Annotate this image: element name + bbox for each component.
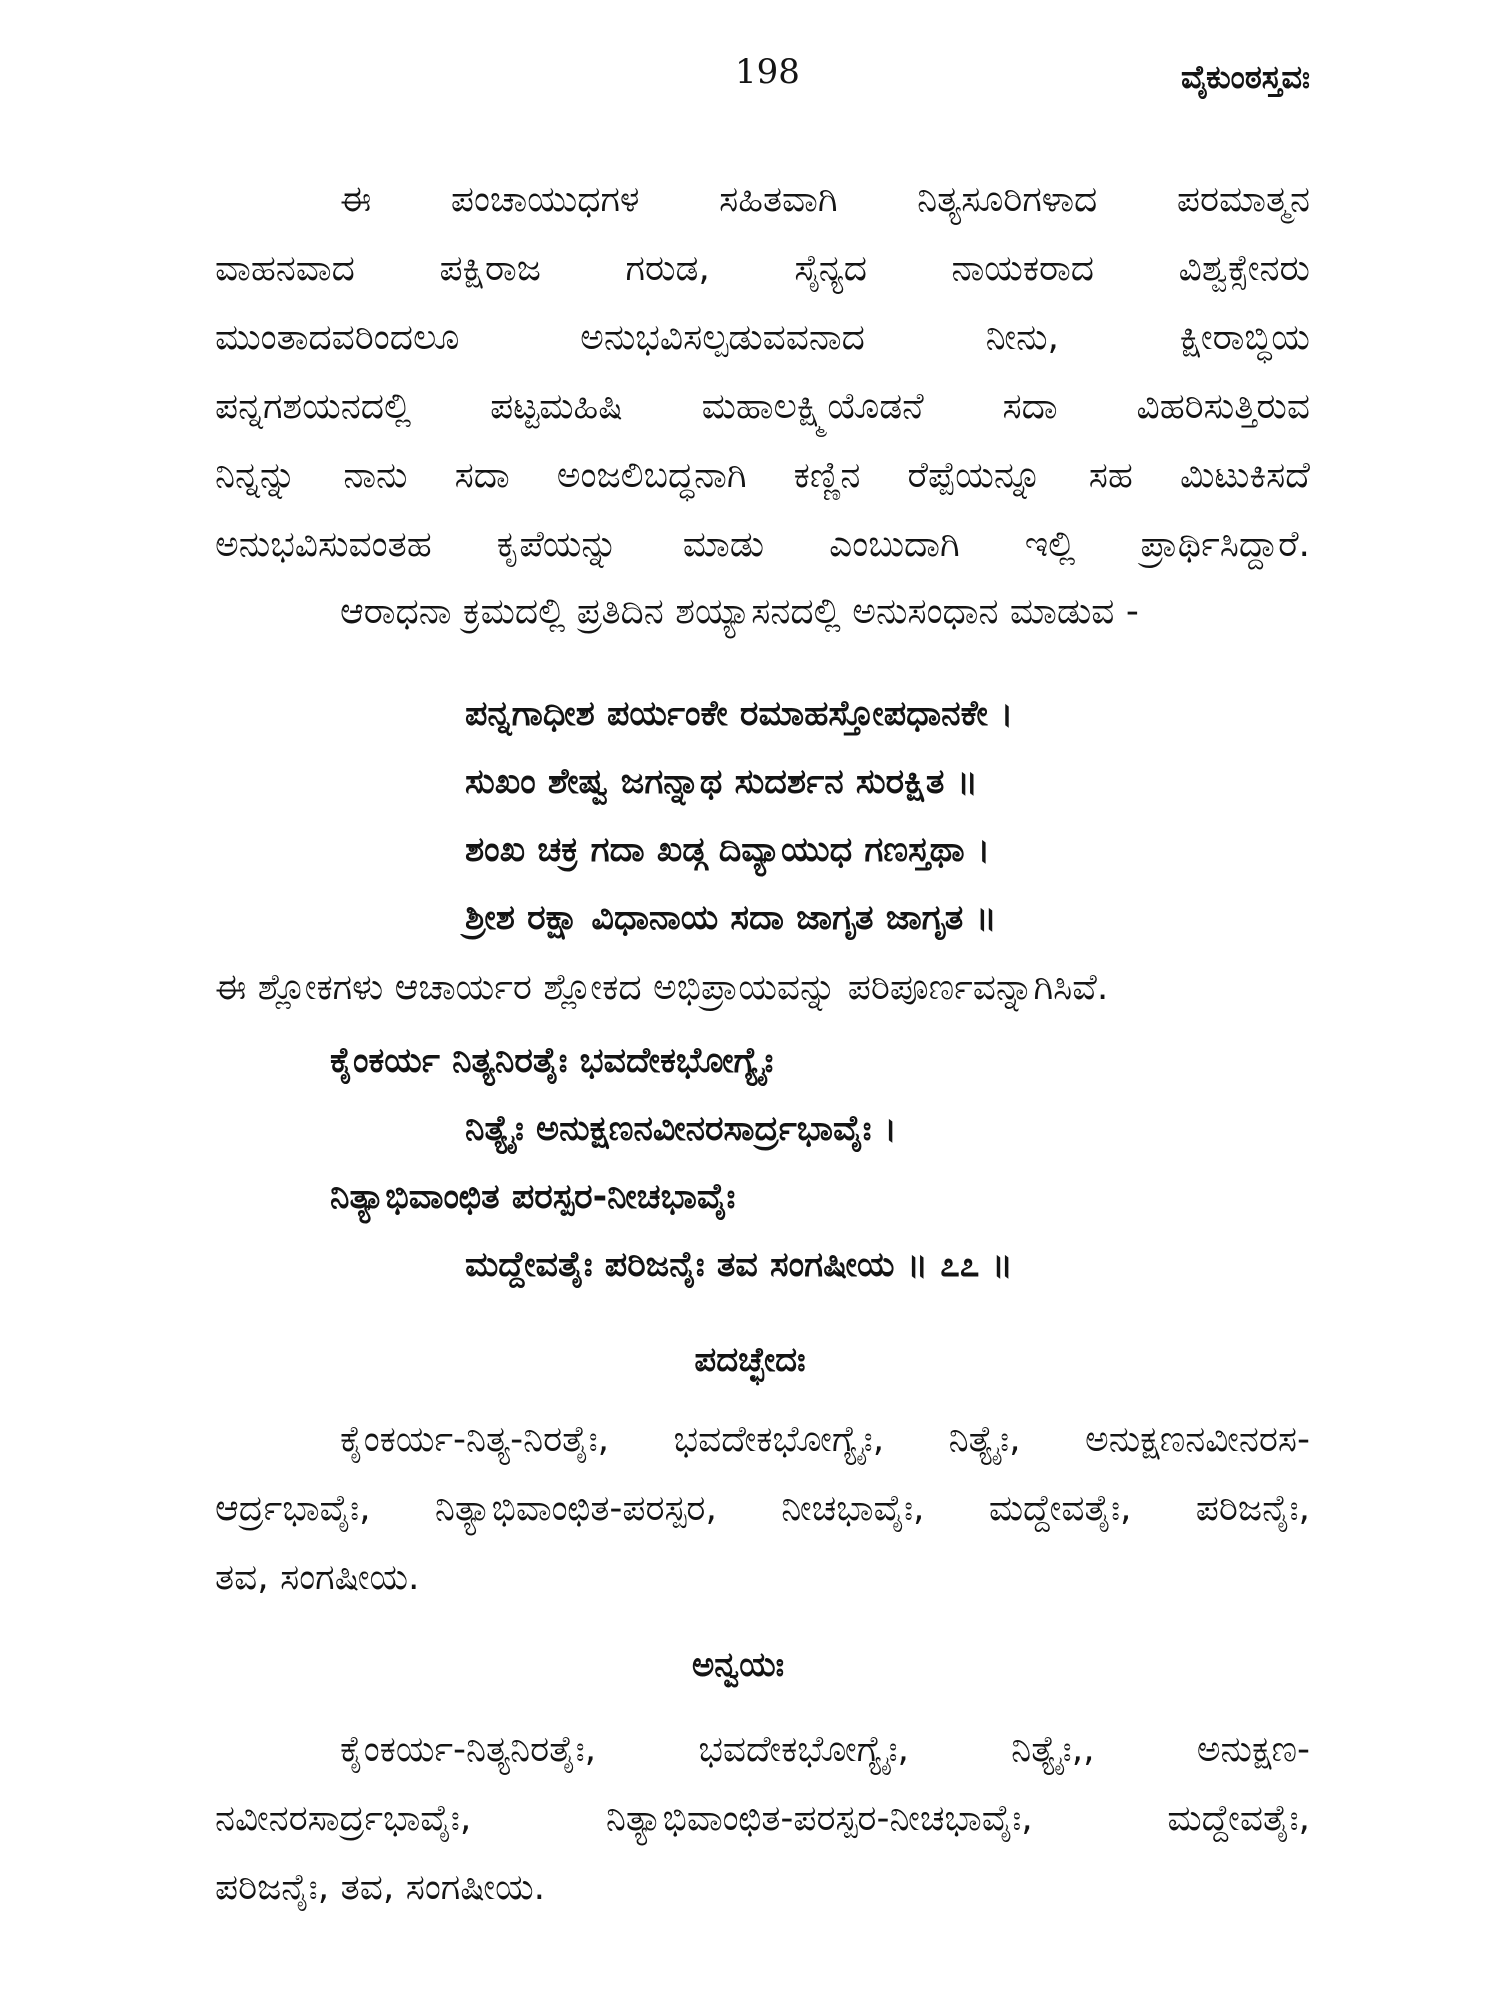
page-number: 198 [735, 52, 800, 92]
anvaya-paragraph [215, 1715, 1310, 1922]
sloka-line: ನಿತ್ಯಾಭಿವಾಂಛಿತ ಪರಸ್ಪರ-ನೀಚಭಾವೈಃ [330, 1177, 736, 1217]
verse-line: ಪನ್ನಗಾಧೀಶ ಪರ್ಯಂಕೇ ರಮಾಹಸ್ತೋಪಧಾನಕೇ । [465, 694, 1014, 734]
intro-line: ಈ ಪಂಚಾಯುಧಗಳ ಸಹಿತವಾಗಿ ನಿತ್ಯಸೂರಿಗಳಾದ ಪರಮಾತ್ಮನ [340, 179, 1310, 220]
sloka-line: ನಿತ್ಯೈಃ ಅನುಕ್ಷಣನವೀನರಸಾರ್ದ್ರಭಾವೈಃ । [465, 1109, 897, 1149]
context-line: ಆರಾಧನಾ ಕ್ರಮದಲ್ಲಿ ಪ್ರತಿದಿನ ಶಯ್ಯಾಸನದಲ್ಲಿ ಅನುಸಂಧಾನ ಮಾಡುವ - [340, 591, 1139, 632]
verse-line: ಶ್ರೀಶ ರಕ್ಷಾ ವಿಧಾನಾಯ ಸದಾ ಜಾಗೃತ ಜಾಗೃತ ॥ [465, 898, 997, 938]
padaccheda-line: ಆರ್ದ್ರಭಾವೈಃ, ನಿತ್ಯಾಭಿವಾಂಛಿತ-ಪರಸ್ಪರ, ನೀಚಭಾವೈಃ, ಮದ್ದೇವತೈಃ, ಪರಿಜನೈಃ, [215, 1488, 1310, 1529]
quoted-verses [465, 680, 1013, 952]
padaccheda-line: ಕೈಂಕರ್ಯ-ನಿತ್ಯ-ನಿರತೈಃ, ಭವದೇಕಭೋಗ್ಯೈಃ, ನಿತ್ಯೈಃ, ಅನುಕ್ಷಣನವೀನರಸ- [340, 1419, 1310, 1460]
padaccheda-paragraph [215, 1405, 1310, 1612]
verse-line: ಶಂಖ ಚಕ್ರ ಗದಾ ಖಡ್ಗ ದಿವ್ಯಾಯುಧ ಗಣಸ್ತಥಾ । [465, 830, 991, 870]
intro-line: ಅನುಭವಿಸುವಂತಹ ಕೃಪೆಯನ್ನು ಮಾಡು ಎಂಬುದಾಗಿ ಇಲ್ಲಿ ಪ್ರಾರ್ಥಿಸಿದ್ದಾರೆ. [215, 524, 1310, 565]
intro-line: ನಿನ್ನನ್ನು ನಾನು ಸದಾ ಅಂಜಲಿಬದ್ಧನಾಗಿ ಕಣ್ಣಿನ ರೆಪ್ಪೆಯನ್ನೂ ಸಹ ಮಿಟುಕಿಸದೆ [215, 455, 1310, 496]
padaccheda-heading: ಪದಚ್ಛೇದಃ [694, 1340, 806, 1380]
anvaya-heading: ಅನ್ವಯಃ [691, 1645, 785, 1685]
anvaya-line: ಕೈಂಕರ್ಯ-ನಿತ್ಯನಿರತೈಃ, ಭವದೇಕಭೋಗ್ಯೈಃ, ನಿತ್ಯೈಃ,, ಅನುಕ್ಷಣ- [340, 1729, 1310, 1770]
intro-paragraph [215, 165, 1310, 579]
anvaya-line: ಪರಿಜನೈಃ, ತವ, ಸಂಗಷೀಯ. [215, 1867, 546, 1908]
running-head: ವೈಕುಂಠಸ್ತವಃ [1180, 58, 1310, 96]
sloka-line: ಮದ್ದೇವತೈಃ ಪರಿಜನೈಃ ತವ ಸಂಗಷೀಯ ॥ ೭೭ ॥ [465, 1245, 1013, 1285]
anvaya-line: ನವೀನರಸಾರ್ದ್ರಭಾವೈಃ, ನಿತ್ಯಾಭಿವಾಂಛಿತ-ಪರಸ್ಪರ-ನೀಚಭಾವೈಃ, ಮದ್ದೇವತೈಃ, [215, 1798, 1310, 1839]
commentary-line: ಈ ಶ್ಲೋಕಗಳು ಆಚಾರ್ಯರ ಶ್ಲೋಕದ ಅಭಿಪ್ರಾಯವನ್ನು ಪರಿಪೂರ್ಣವನ್ನಾಗಿಸಿವೆ. [215, 967, 1109, 1008]
sloka-line: ಕೈಂಕರ್ಯ ನಿತ್ಯನಿರತೈಃ ಭವದೇಕಭೋಗ್ಯೈಃ [330, 1041, 774, 1081]
intro-line: ವಾಹನವಾದ ಪಕ್ಷಿರಾಜ ಗರುಡ, ಸೈನ್ಯದ ನಾಯಕರಾದ ವಿಶ್ವಕ್ಸೇನರು [215, 248, 1310, 289]
intro-line: ಮುಂತಾದವರಿಂದಲೂ ಅನುಭವಿಸಲ್ಪಡುವವನಾದ ನೀನು, ಕ್ಷೀರಾಬ್ಧಿಯ [215, 317, 1310, 358]
intro-line: ಪನ್ನಗಶಯನದಲ್ಲಿ ಪಟ್ಟಮಹಿಷಿ ಮಹಾಲಕ್ಷ್ಮಿಯೊಡನೆ ಸದಾ ವಿಹರಿಸುತ್ತಿರುವ [215, 386, 1310, 427]
verse-line: ಸುಖಂ ಶೇಷ್ವ ಜಗನ್ನಾಥ ಸುದರ್ಶನ ಸುರಕ್ಷಿತ ॥ [465, 762, 978, 802]
padaccheda-line: ತವ, ಸಂಗಷೀಯ. [215, 1557, 420, 1598]
